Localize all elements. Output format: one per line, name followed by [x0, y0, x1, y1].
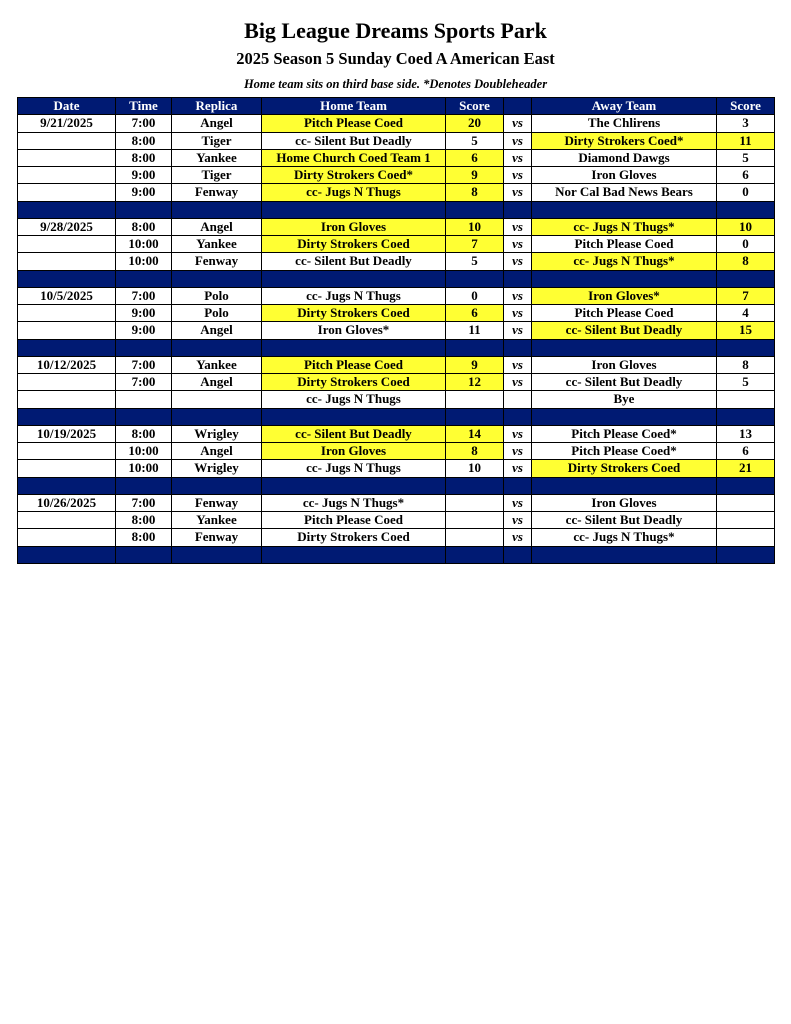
replica-cell: Fenway — [172, 494, 262, 511]
table-row — [18, 149, 775, 166]
separator-cell — [262, 477, 446, 494]
home-score-cell: 9 — [446, 167, 504, 184]
replica-cell: Fenway — [172, 253, 262, 270]
col-header-home-score: Score — [446, 98, 504, 115]
time-cell: 7:00 — [116, 115, 172, 132]
section-separator-row — [18, 408, 775, 425]
vs-cell: vs — [504, 287, 532, 304]
replica-cell: Yankee — [172, 356, 262, 373]
home-score-cell: 5 — [446, 253, 504, 270]
home-team-cell: Home Church Coed Team 1 — [262, 149, 446, 166]
home-score-cell: 11 — [446, 322, 504, 339]
separator-cell — [717, 546, 775, 563]
col-header-away-score: Score — [717, 98, 775, 115]
time-cell: 10:00 — [116, 253, 172, 270]
separator-cell — [172, 201, 262, 218]
away-score-cell — [717, 529, 775, 546]
separator-cell — [116, 270, 172, 287]
time-cell: 9:00 — [116, 305, 172, 322]
away-score-cell: 13 — [717, 425, 775, 442]
vs-cell: vs — [504, 115, 532, 132]
time-cell: 10:00 — [116, 460, 172, 477]
date-cell — [18, 391, 116, 408]
vs-cell: vs — [504, 322, 532, 339]
separator-cell — [446, 270, 504, 287]
home-score-cell: 8 — [446, 184, 504, 201]
replica-cell: Wrigley — [172, 425, 262, 442]
separator-cell — [532, 546, 717, 563]
replica-cell: Angel — [172, 443, 262, 460]
vs-cell: vs — [504, 494, 532, 511]
replica-cell: Angel — [172, 322, 262, 339]
time-cell: 7:00 — [116, 356, 172, 373]
home-score-cell: 5 — [446, 132, 504, 149]
time-cell: 8:00 — [116, 218, 172, 235]
table-row — [18, 236, 775, 253]
away-score-cell — [717, 391, 775, 408]
separator-cell — [262, 546, 446, 563]
away-score-cell: 5 — [717, 149, 775, 166]
replica-cell: Yankee — [172, 236, 262, 253]
replica-cell: Tiger — [172, 132, 262, 149]
separator-cell — [18, 270, 116, 287]
separator-cell — [18, 546, 116, 563]
time-cell: 8:00 — [116, 149, 172, 166]
home-team-cell: cc- Jugs N Thugs — [262, 184, 446, 201]
home-team-cell: cc- Silent But Deadly — [262, 425, 446, 442]
vs-cell: vs — [504, 149, 532, 166]
home-score-cell: 10 — [446, 460, 504, 477]
header-row — [18, 98, 775, 115]
separator-cell — [717, 477, 775, 494]
date-cell: 10/5/2025 — [18, 287, 116, 304]
date-cell — [18, 149, 116, 166]
away-score-cell: 6 — [717, 443, 775, 460]
date-cell — [18, 167, 116, 184]
away-score-cell — [717, 512, 775, 529]
separator-cell — [116, 477, 172, 494]
page-subtitle: 2025 Season 5 Sunday Coed A American East — [236, 49, 555, 68]
away-score-cell: 6 — [717, 167, 775, 184]
separator-cell — [717, 339, 775, 356]
vs-cell: vs — [504, 305, 532, 322]
home-score-cell: 14 — [446, 425, 504, 442]
away-team-cell: Pitch Please Coed — [532, 305, 717, 322]
separator-cell — [446, 201, 504, 218]
table-row — [18, 374, 775, 391]
date-cell — [18, 184, 116, 201]
home-score-cell — [446, 512, 504, 529]
table-row — [18, 425, 775, 442]
away-score-cell: 4 — [717, 305, 775, 322]
page-note: Home team sits on third base side. *Denotes Doubleheader — [243, 77, 548, 91]
away-score-cell: 0 — [717, 236, 775, 253]
time-cell: 10:00 — [116, 236, 172, 253]
col-header-away-team: Away Team — [532, 98, 717, 115]
separator-cell — [172, 477, 262, 494]
separator-cell — [262, 339, 446, 356]
date-cell — [18, 305, 116, 322]
home-score-cell: 8 — [446, 443, 504, 460]
away-team-cell: Iron Gloves — [532, 356, 717, 373]
date-cell: 10/12/2025 — [18, 356, 116, 373]
date-cell — [18, 529, 116, 546]
away-team-cell: Pitch Please Coed* — [532, 443, 717, 460]
page-title: Big League Dreams Sports Park — [244, 18, 547, 43]
away-team-cell: Pitch Please Coed* — [532, 425, 717, 442]
table-row — [18, 391, 775, 408]
home-team-cell: cc- Jugs N Thugs* — [262, 494, 446, 511]
table-row — [18, 167, 775, 184]
away-score-cell: 11 — [717, 132, 775, 149]
home-score-cell — [446, 529, 504, 546]
table-row — [18, 132, 775, 149]
vs-cell: vs — [504, 184, 532, 201]
date-cell — [18, 443, 116, 460]
home-team-cell: cc- Jugs N Thugs — [262, 287, 446, 304]
away-score-cell: 8 — [717, 253, 775, 270]
replica-cell — [172, 391, 262, 408]
time-cell: 7:00 — [116, 374, 172, 391]
time-cell: 8:00 — [116, 132, 172, 149]
away-score-cell: 15 — [717, 322, 775, 339]
home-score-cell: 7 — [446, 236, 504, 253]
separator-cell — [504, 201, 532, 218]
section-separator-row — [18, 201, 775, 218]
vs-cell: vs — [504, 460, 532, 477]
separator-cell — [532, 270, 717, 287]
time-cell: 7:00 — [116, 287, 172, 304]
separator-cell — [532, 408, 717, 425]
separator-cell — [262, 270, 446, 287]
separator-cell — [532, 201, 717, 218]
replica-cell: Angel — [172, 218, 262, 235]
separator-cell — [504, 408, 532, 425]
replica-cell: Polo — [172, 287, 262, 304]
replica-cell: Fenway — [172, 529, 262, 546]
date-cell: 9/21/2025 — [18, 115, 116, 132]
vs-cell: vs — [504, 253, 532, 270]
separator-cell — [18, 477, 116, 494]
table-row — [18, 529, 775, 546]
home-team-cell: Dirty Strokers Coed — [262, 236, 446, 253]
separator-cell — [504, 546, 532, 563]
col-header-vs — [504, 98, 532, 115]
away-team-cell: Dirty Strokers Coed — [532, 460, 717, 477]
separator-cell — [504, 477, 532, 494]
section-separator-row — [18, 477, 775, 494]
col-header-replica: Replica — [172, 98, 262, 115]
away-team-cell: cc- Silent But Deadly — [532, 374, 717, 391]
replica-cell: Wrigley — [172, 460, 262, 477]
vs-cell — [504, 391, 532, 408]
replica-cell: Yankee — [172, 512, 262, 529]
date-cell — [18, 460, 116, 477]
date-cell — [18, 236, 116, 253]
away-team-cell: cc- Silent But Deadly — [532, 322, 717, 339]
time-cell: 9:00 — [116, 167, 172, 184]
away-score-cell: 3 — [717, 115, 775, 132]
vs-cell: vs — [504, 236, 532, 253]
col-header-time: Time — [116, 98, 172, 115]
home-score-cell: 20 — [446, 115, 504, 132]
separator-cell — [172, 408, 262, 425]
date-cell: 10/19/2025 — [18, 425, 116, 442]
vs-cell: vs — [504, 132, 532, 149]
away-score-cell: 0 — [717, 184, 775, 201]
away-team-cell: Iron Gloves — [532, 494, 717, 511]
vs-cell: vs — [504, 356, 532, 373]
time-cell — [116, 391, 172, 408]
away-team-cell: Dirty Strokers Coed* — [532, 132, 717, 149]
away-score-cell: 5 — [717, 374, 775, 391]
away-score-cell: 7 — [717, 287, 775, 304]
home-team-cell: Iron Gloves — [262, 443, 446, 460]
separator-cell — [504, 339, 532, 356]
away-team-cell: Diamond Dawgs — [532, 149, 717, 166]
time-cell: 10:00 — [116, 443, 172, 460]
separator-cell — [172, 546, 262, 563]
table-row — [18, 494, 775, 511]
vs-cell: vs — [504, 529, 532, 546]
away-score-cell: 10 — [717, 218, 775, 235]
table-row — [18, 443, 775, 460]
home-team-cell: Pitch Please Coed — [262, 512, 446, 529]
home-team-cell: cc- Jugs N Thugs — [262, 460, 446, 477]
date-cell — [18, 322, 116, 339]
vs-cell: vs — [504, 425, 532, 442]
home-score-cell — [446, 494, 504, 511]
table-row — [18, 287, 775, 304]
separator-cell — [446, 477, 504, 494]
table-row — [18, 460, 775, 477]
section-separator-row — [18, 270, 775, 287]
away-team-cell: cc- Jugs N Thugs* — [532, 529, 717, 546]
separator-cell — [262, 408, 446, 425]
col-header-date: Date — [18, 98, 116, 115]
home-team-cell: Pitch Please Coed — [262, 356, 446, 373]
home-score-cell: 6 — [446, 149, 504, 166]
away-team-cell: Pitch Please Coed — [532, 236, 717, 253]
separator-cell — [532, 477, 717, 494]
home-team-cell: Pitch Please Coed — [262, 115, 446, 132]
replica-cell: Angel — [172, 374, 262, 391]
away-team-cell: Nor Cal Bad News Bears — [532, 184, 717, 201]
vs-cell: vs — [504, 374, 532, 391]
separator-cell — [172, 270, 262, 287]
separator-cell — [116, 339, 172, 356]
table-row — [18, 184, 775, 201]
home-score-cell — [446, 391, 504, 408]
vs-cell: vs — [504, 167, 532, 184]
vs-cell: vs — [504, 512, 532, 529]
replica-cell: Tiger — [172, 167, 262, 184]
separator-cell — [262, 201, 446, 218]
separator-cell — [116, 546, 172, 563]
separator-cell — [18, 339, 116, 356]
home-team-cell: cc- Jugs N Thugs — [262, 391, 446, 408]
home-score-cell: 9 — [446, 356, 504, 373]
vs-cell: vs — [504, 218, 532, 235]
separator-cell — [172, 339, 262, 356]
separator-cell — [446, 339, 504, 356]
table-row — [18, 512, 775, 529]
replica-cell: Fenway — [172, 184, 262, 201]
separator-cell — [717, 201, 775, 218]
section-separator-row — [18, 546, 775, 563]
replica-cell: Yankee — [172, 149, 262, 166]
separator-cell — [446, 408, 504, 425]
away-team-cell: Iron Gloves* — [532, 287, 717, 304]
away-score-cell: 8 — [717, 356, 775, 373]
away-team-cell: Iron Gloves — [532, 167, 717, 184]
date-cell — [18, 512, 116, 529]
table-row — [18, 218, 775, 235]
home-team-cell: Dirty Strokers Coed — [262, 305, 446, 322]
separator-cell — [116, 201, 172, 218]
home-team-cell: cc- Silent But Deadly — [262, 132, 446, 149]
separator-cell — [504, 270, 532, 287]
home-team-cell: Dirty Strokers Coed — [262, 374, 446, 391]
date-cell — [18, 374, 116, 391]
separator-cell — [717, 270, 775, 287]
separator-cell — [18, 408, 116, 425]
time-cell: 8:00 — [116, 425, 172, 442]
separator-cell — [446, 546, 504, 563]
home-team-cell: Dirty Strokers Coed — [262, 529, 446, 546]
date-cell: 10/26/2025 — [18, 494, 116, 511]
away-team-cell: Bye — [532, 391, 717, 408]
away-score-cell: 21 — [717, 460, 775, 477]
away-team-cell: cc- Silent But Deadly — [532, 512, 717, 529]
table-row — [18, 253, 775, 270]
schedule-table — [17, 97, 775, 564]
replica-cell: Polo — [172, 305, 262, 322]
vs-cell: vs — [504, 443, 532, 460]
home-team-cell: Dirty Strokers Coed* — [262, 167, 446, 184]
separator-cell — [532, 339, 717, 356]
home-team-cell: Iron Gloves — [262, 218, 446, 235]
separator-cell — [116, 408, 172, 425]
table-row — [18, 305, 775, 322]
home-score-cell: 0 — [446, 287, 504, 304]
separator-cell — [717, 408, 775, 425]
date-cell — [18, 253, 116, 270]
home-team-cell: Iron Gloves* — [262, 322, 446, 339]
date-cell: 9/28/2025 — [18, 218, 116, 235]
time-cell: 8:00 — [116, 529, 172, 546]
away-score-cell — [717, 494, 775, 511]
replica-cell: Angel — [172, 115, 262, 132]
section-separator-row — [18, 339, 775, 356]
date-cell — [18, 132, 116, 149]
home-score-cell: 6 — [446, 305, 504, 322]
separator-cell — [18, 201, 116, 218]
home-team-cell: cc- Silent But Deadly — [262, 253, 446, 270]
time-cell: 9:00 — [116, 322, 172, 339]
away-team-cell: cc- Jugs N Thugs* — [532, 218, 717, 235]
time-cell: 7:00 — [116, 494, 172, 511]
time-cell: 8:00 — [116, 512, 172, 529]
away-team-cell: The Chlirens — [532, 115, 717, 132]
col-header-home-team: Home Team — [262, 98, 446, 115]
home-score-cell: 10 — [446, 218, 504, 235]
table-row — [18, 115, 775, 132]
table-row — [18, 322, 775, 339]
time-cell: 9:00 — [116, 184, 172, 201]
away-team-cell: cc- Jugs N Thugs* — [532, 253, 717, 270]
table-row — [18, 356, 775, 373]
home-score-cell: 12 — [446, 374, 504, 391]
